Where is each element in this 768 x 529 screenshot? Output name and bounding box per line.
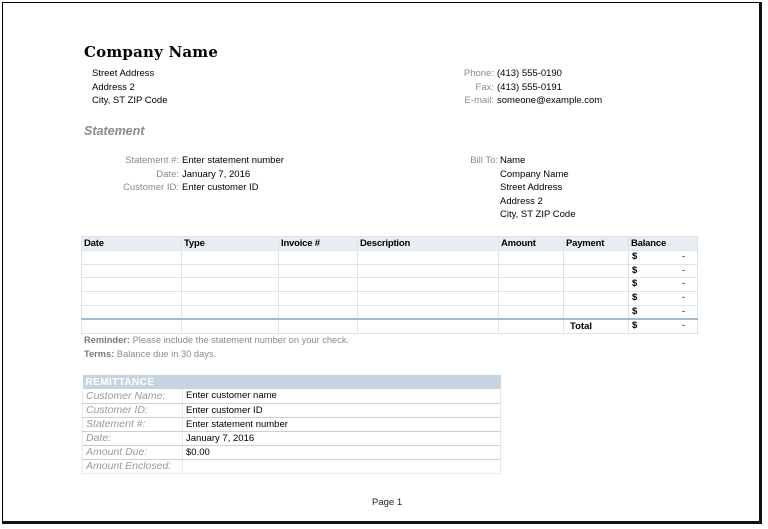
cell-description[interactable] [358, 264, 499, 278]
cell-date[interactable] [82, 264, 182, 278]
cell-amount[interactable] [499, 292, 564, 306]
cell-invoice[interactable] [279, 305, 358, 319]
cell-invoice[interactable] [279, 250, 358, 264]
bill-to-spacer [443, 208, 500, 222]
statement-table [81, 236, 698, 334]
balance-currency: $ [632, 292, 638, 304]
phone-label: Phone: [463, 68, 494, 79]
statement-date-label: Date: [156, 168, 179, 180]
column-header-payment: Payment [564, 237, 629, 251]
cell-amount[interactable] [499, 250, 564, 264]
remittance-customer-name[interactable]: Enter customer name [183, 389, 501, 403]
total-value: - [681, 320, 685, 332]
fax-value: (413) 555-0191 [497, 81, 562, 93]
cell-amount[interactable] [499, 305, 564, 319]
statement-title: Statement [84, 124, 145, 138]
column-header-description: Description [358, 237, 499, 251]
total-row [82, 319, 698, 333]
cell-amount[interactable] [499, 264, 564, 278]
remittance-date[interactable]: January 7, 2016 [183, 431, 501, 445]
terms-line [84, 347, 349, 361]
remittance-row [83, 459, 501, 473]
cell-date[interactable] [82, 292, 182, 306]
cell-balance [629, 250, 698, 264]
remittance-amount-enclosed[interactable] [183, 459, 501, 473]
cell-empty [279, 319, 358, 333]
balance-value: - [681, 264, 685, 276]
cell-payment[interactable] [564, 250, 629, 264]
cell-type[interactable] [182, 264, 279, 278]
statement-info [103, 154, 284, 195]
bill-to-company[interactable]: Company Name [500, 168, 569, 180]
column-header-date: Date [82, 237, 182, 251]
table-row [82, 278, 698, 292]
balance-currency: $ [632, 278, 638, 290]
cell-invoice[interactable] [279, 264, 358, 278]
statement-number-label: Statement #: [125, 155, 179, 166]
customer-id-value[interactable]: Enter customer ID [182, 182, 259, 193]
email-label: E-mail: [464, 95, 494, 106]
column-header-amount: Amount [499, 237, 564, 251]
page-number: Page 1 [372, 497, 403, 508]
fax-label: Fax: [475, 81, 494, 93]
bill-to-row-company [443, 168, 576, 182]
cell-payment[interactable] [564, 305, 629, 319]
statement-date-value[interactable]: January 7, 2016 [182, 168, 251, 180]
statement-number-row [103, 154, 284, 168]
company-address-2: Address 2 [92, 81, 135, 93]
reminder-text: Please include the statement number on your check. [132, 335, 350, 345]
bill-to-address-2[interactable]: Address 2 [500, 195, 543, 207]
statement-date-row [103, 168, 284, 182]
cell-payment[interactable] [564, 264, 629, 278]
column-header-balance: Balance [629, 237, 698, 251]
remittance-row [83, 431, 501, 445]
balance-currency: $ [632, 305, 638, 317]
bill-to-name[interactable]: Name [500, 155, 526, 166]
cell-invoice[interactable] [279, 278, 358, 292]
total-label: Total [564, 319, 629, 333]
remittance-label: Customer ID: [83, 403, 183, 417]
document-page [2, 2, 762, 524]
remittance-customer-id[interactable]: Enter customer ID [183, 403, 501, 417]
balance-value: - [681, 292, 685, 304]
cell-balance [629, 305, 698, 319]
remittance-row [83, 389, 501, 403]
cell-balance [629, 292, 698, 306]
cell-type[interactable] [182, 278, 279, 292]
remittance-label: Statement #: [83, 417, 183, 431]
cell-description[interactable] [358, 292, 499, 306]
cell-balance [629, 264, 698, 278]
reminder-label: Reminder: [84, 335, 130, 345]
remittance-row [83, 403, 501, 417]
remittance-header: REMITTANCE [83, 375, 501, 389]
cell-balance [629, 278, 698, 292]
bill-to-block [443, 154, 576, 222]
balance-value: - [681, 305, 685, 317]
remittance-header-row [83, 375, 501, 389]
customer-id-label: Customer ID: [123, 182, 179, 193]
reminder-terms-block [84, 333, 349, 361]
reminder-line [84, 333, 349, 347]
cell-date[interactable] [82, 278, 182, 292]
column-header-type: Type [182, 237, 279, 251]
terms-text: Balance due in 30 days. [116, 349, 217, 359]
bill-to-spacer [443, 195, 500, 209]
contact-fax [443, 81, 643, 95]
company-name: Company Name [84, 43, 219, 61]
company-street-address: Street Address [92, 68, 155, 79]
remittance-table [82, 375, 501, 474]
table-row [82, 305, 698, 319]
cell-invoice[interactable] [279, 292, 358, 306]
company-city-state-zip: City, ST ZIP Code [92, 95, 168, 106]
bill-to-row-city [443, 208, 576, 222]
cell-payment[interactable] [564, 292, 629, 306]
remittance-amount-due[interactable]: $0.00 [183, 445, 501, 459]
contact-phone [443, 67, 643, 81]
bill-to-spacer [443, 181, 500, 195]
remittance-label: Amount Due: [83, 445, 183, 459]
cell-empty [182, 319, 279, 333]
cell-type[interactable] [182, 250, 279, 264]
cell-description[interactable] [358, 305, 499, 319]
balance-value: - [681, 278, 685, 290]
cell-empty [82, 319, 182, 333]
remittance-label: Date: [83, 431, 183, 445]
cell-type[interactable] [182, 305, 279, 319]
bill-to-spacer [443, 168, 500, 182]
table-row [82, 292, 698, 306]
customer-id-row [103, 181, 284, 195]
cell-date[interactable] [82, 250, 182, 264]
balance-value: - [681, 250, 685, 262]
table-row [82, 264, 698, 278]
cell-description[interactable] [358, 278, 499, 292]
remittance-statement-number[interactable]: Enter statement number [183, 417, 501, 431]
remittance-row [83, 417, 501, 431]
bill-to-row-name [443, 154, 576, 168]
balance-currency: $ [632, 264, 638, 276]
contact-block [443, 67, 643, 108]
contact-email [443, 94, 643, 108]
bill-to-label: Bill To: [470, 155, 498, 166]
bill-to-row-street [443, 181, 576, 195]
bill-to-row-address2 [443, 195, 576, 209]
cell-empty [358, 319, 499, 333]
terms-label: Terms: [84, 349, 115, 359]
remittance-row [83, 445, 501, 459]
table-header-row [82, 237, 698, 251]
email-value: someone@example.com [497, 95, 603, 106]
cell-date[interactable] [82, 305, 182, 319]
table-row [82, 250, 698, 264]
column-header-invoice: Invoice # [279, 237, 358, 251]
balance-currency: $ [632, 250, 638, 262]
remittance-label: Customer Name: [83, 389, 183, 403]
remittance-label: Amount Enclosed: [83, 459, 183, 473]
total-currency: $ [632, 320, 638, 332]
phone-value: (413) 555-0190 [497, 68, 562, 79]
cell-amount[interactable] [499, 278, 564, 292]
statement-number-value[interactable]: Enter statement number [182, 155, 284, 166]
cell-description[interactable] [358, 250, 499, 264]
cell-type[interactable] [182, 292, 279, 306]
cell-payment[interactable] [564, 278, 629, 292]
cell-empty [499, 319, 564, 333]
total-balance [629, 319, 698, 333]
bill-to-street[interactable]: Street Address [500, 182, 563, 193]
bill-to-city-state-zip[interactable]: City, ST ZIP Code [500, 209, 576, 220]
